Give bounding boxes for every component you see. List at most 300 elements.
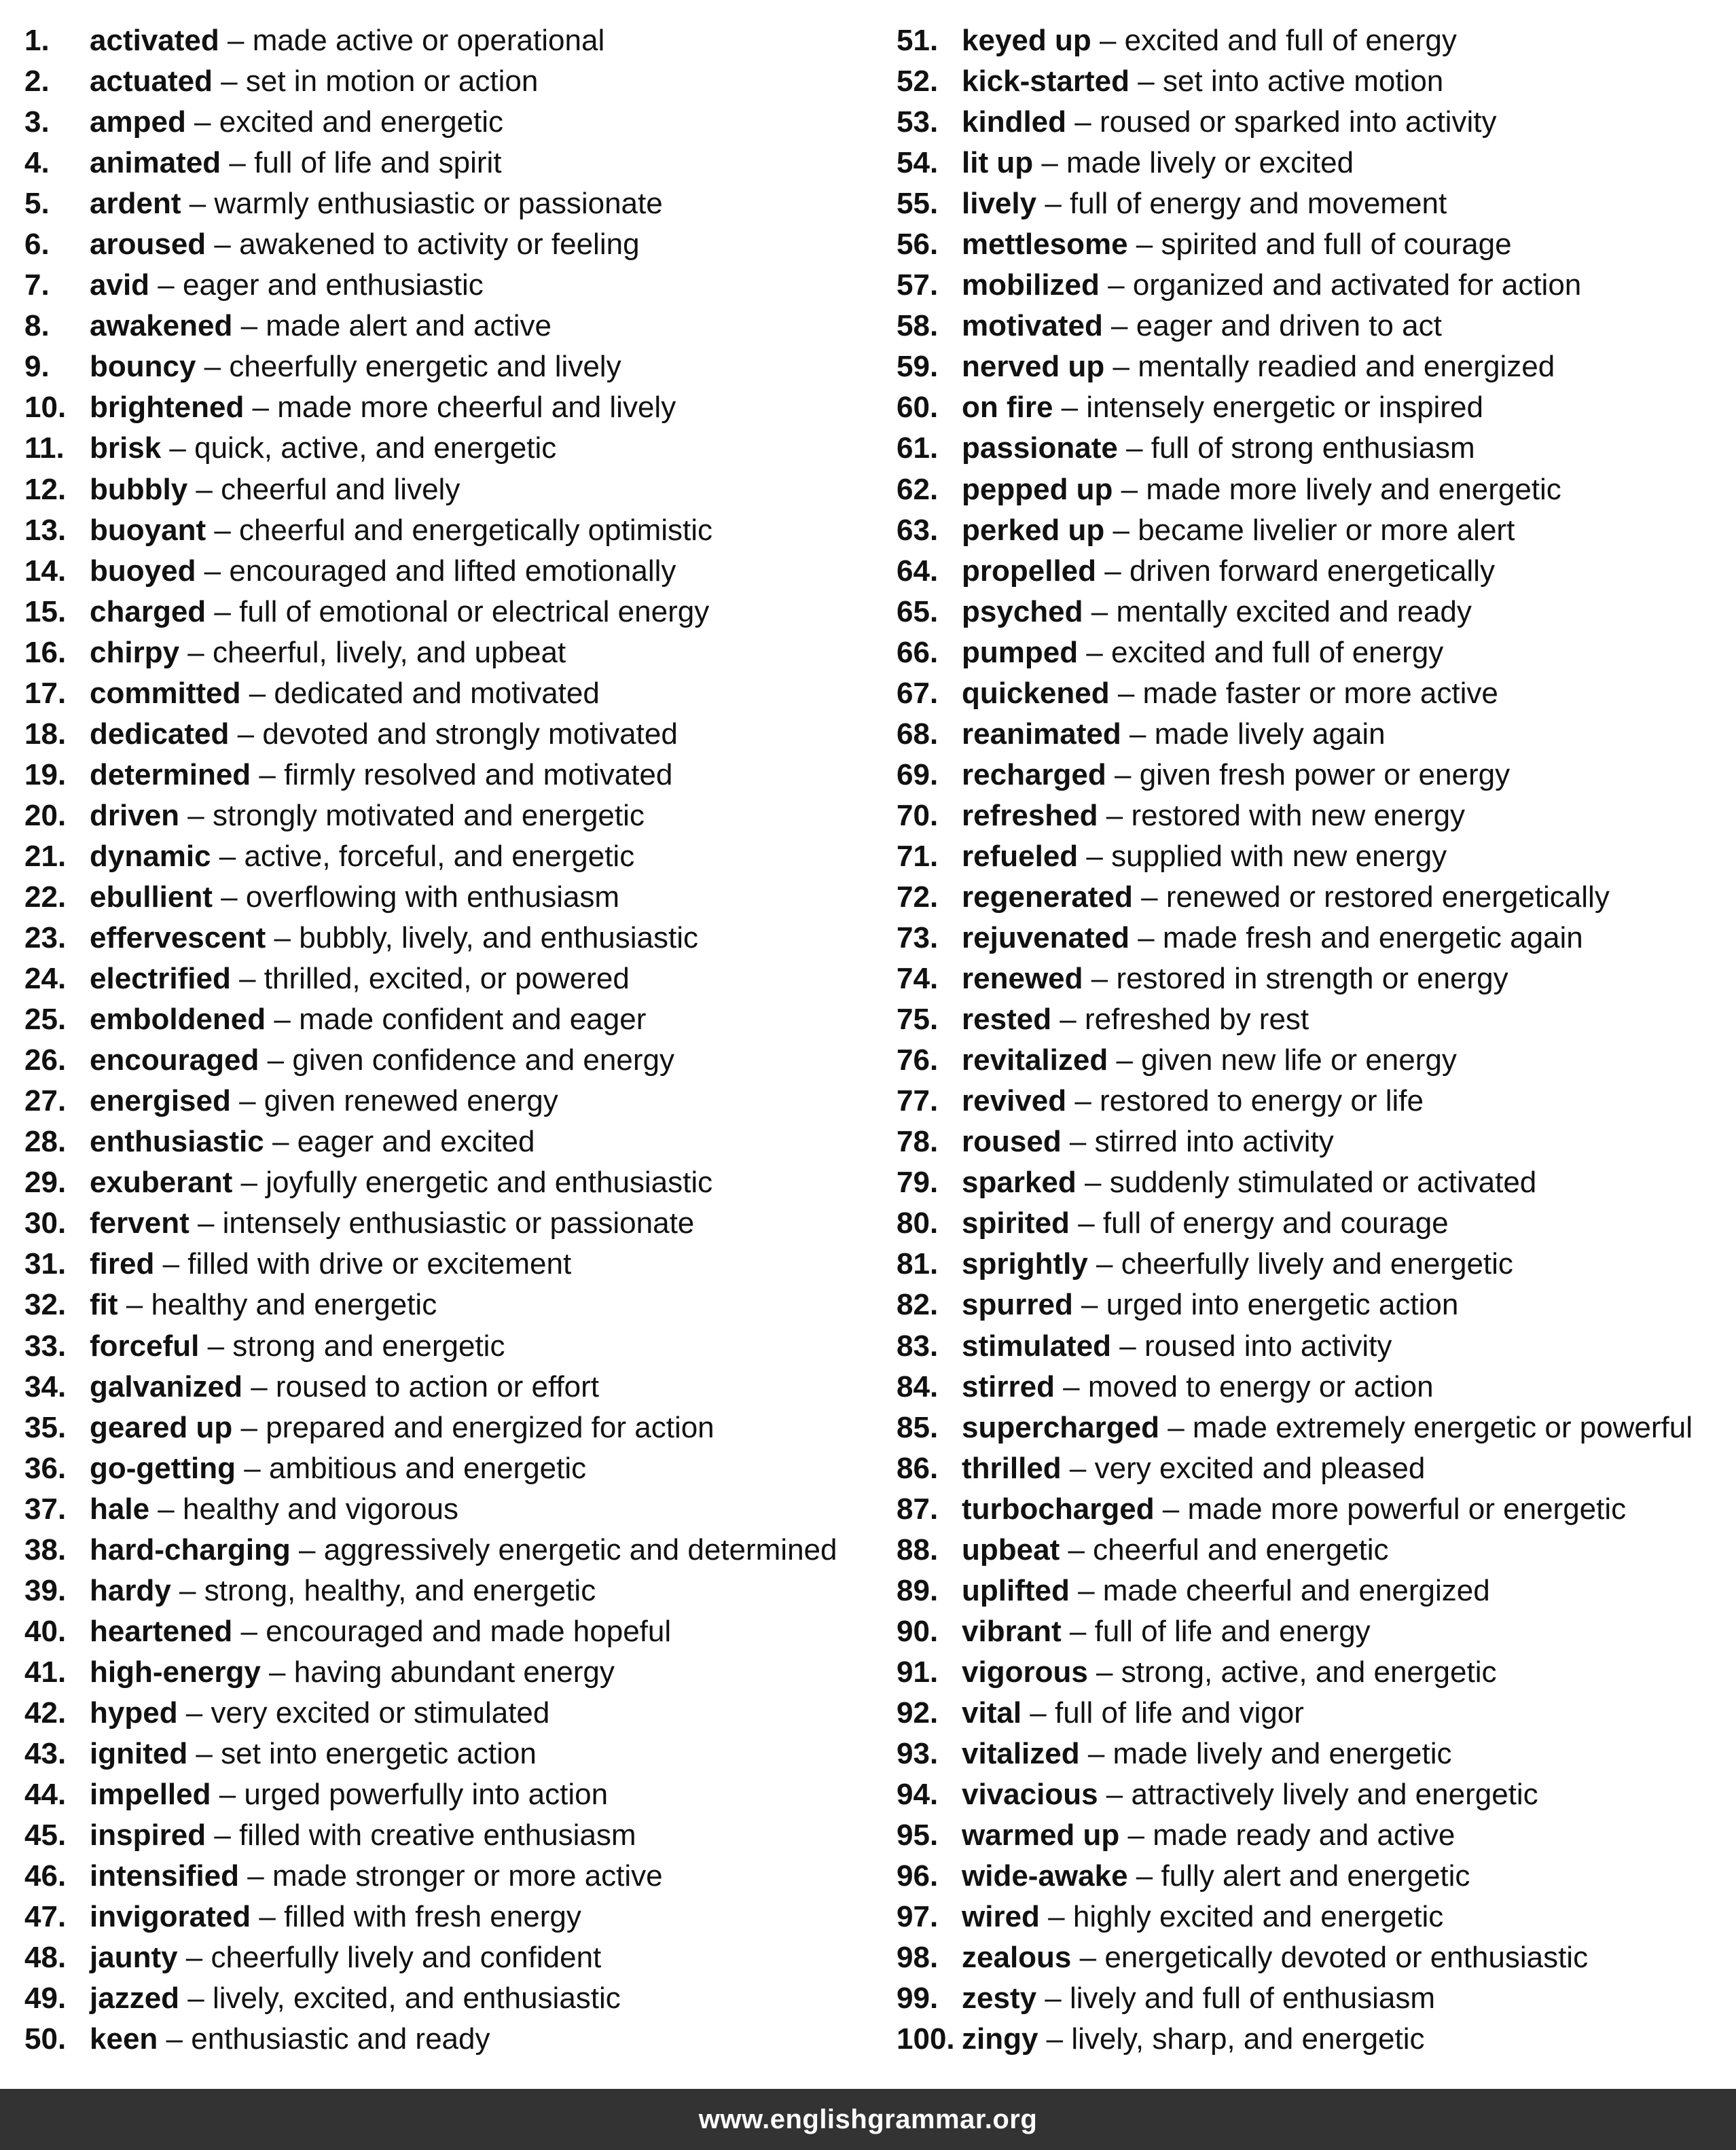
item-definition: made faster or more active: [1142, 676, 1498, 710]
left-column: [24, 20, 880, 2060]
list-item: [897, 1408, 1736, 1448]
item-separator: –: [1076, 1166, 1110, 1200]
item-text: [962, 1611, 1371, 1652]
item-separator: –: [1066, 105, 1100, 139]
item-number: 21.: [24, 839, 67, 873]
item-number: 100.: [897, 2022, 955, 2056]
item-separator: –: [1113, 472, 1146, 506]
item-number: 68.: [897, 717, 939, 751]
item-number: 6.: [24, 228, 50, 262]
item-number: 22.: [24, 880, 67, 914]
footer-url: www.englishgrammar.org: [698, 2104, 1038, 2134]
item-number: 88.: [897, 1533, 939, 1566]
item-text: [90, 1734, 537, 1774]
item-word: spurred: [962, 1288, 1073, 1322]
list-item: [897, 795, 1736, 836]
item-text: [90, 1122, 535, 1162]
item-number: 55.: [897, 187, 939, 221]
list-item: [897, 1530, 1736, 1571]
item-separator: –: [232, 1166, 266, 1200]
item-text: [90, 1081, 558, 1122]
item-text: [962, 1734, 1452, 1774]
item-number: 86.: [897, 1451, 939, 1485]
list-item: [897, 183, 1736, 224]
item-definition: encouraged and lifted emotionally: [229, 554, 676, 588]
item-separator: –: [189, 1206, 223, 1240]
item-text: [90, 877, 619, 918]
item-definition: eager and driven to act: [1136, 309, 1442, 343]
item-definition: active, forceful, and energetic: [244, 839, 635, 873]
item-number: 98.: [897, 1941, 939, 1975]
item-text: [90, 224, 640, 265]
list-item: [24, 346, 880, 387]
item-number: 23.: [24, 921, 67, 955]
item-definition: cheerful and lively: [221, 472, 460, 506]
item-number: 9.: [24, 350, 50, 384]
item-text: [90, 1611, 671, 1652]
item-separator: –: [212, 880, 246, 914]
item-text: [962, 1693, 1304, 1734]
item-separator: –: [232, 309, 266, 343]
item-definition: supplied with new energy: [1111, 839, 1447, 873]
item-separator: –: [149, 268, 183, 302]
list-item: [24, 102, 880, 143]
item-separator: –: [1159, 1410, 1193, 1444]
item-separator: –: [179, 635, 213, 669]
item-text: [90, 1448, 586, 1489]
item-definition: full of life and energy: [1094, 1614, 1371, 1648]
item-word: awakened: [90, 309, 233, 343]
item-text: [962, 1162, 1536, 1203]
item-definition: roused into activity: [1144, 1329, 1392, 1363]
item-definition: lively and full of enthusiasm: [1070, 1982, 1436, 2015]
item-number: 82.: [897, 1288, 939, 1322]
item-text: [962, 61, 1443, 102]
item-number: 14.: [24, 554, 67, 588]
item-definition: eager and excited: [297, 1125, 535, 1159]
item-text: [962, 1489, 1626, 1530]
item-word: uplifted: [962, 1573, 1070, 1607]
item-text: [90, 387, 676, 428]
item-number: 83.: [897, 1329, 939, 1363]
item-word: galvanized: [90, 1369, 242, 1403]
item-text: [962, 346, 1555, 387]
list-item: [897, 61, 1736, 102]
item-definition: intensely enthusiastic or passionate: [222, 1206, 695, 1240]
item-number: 20.: [24, 798, 67, 832]
item-separator: –: [251, 757, 285, 791]
list-item: [24, 1326, 880, 1367]
item-separator: –: [251, 1900, 285, 1934]
item-number: 46.: [24, 1859, 67, 1893]
item-definition: restored to energy or life: [1100, 1084, 1424, 1118]
item-number: 75.: [897, 1003, 939, 1037]
item-number: 78.: [897, 1125, 939, 1159]
item-word: enthusiastic: [90, 1125, 264, 1159]
item-number: 79.: [897, 1166, 939, 1200]
list-item: [24, 224, 880, 265]
item-text: [962, 1367, 1434, 1408]
item-separator: –: [219, 24, 253, 57]
item-separator: –: [230, 962, 264, 996]
item-separator: –: [185, 105, 219, 139]
item-definition: strong, active, and energetic: [1121, 1655, 1497, 1689]
item-separator: –: [206, 594, 240, 628]
item-number: 13.: [24, 513, 67, 547]
item-definition: stirred into activity: [1094, 1125, 1334, 1159]
item-number: 95.: [897, 1818, 939, 1852]
item-word: rejuvenated: [962, 921, 1129, 955]
item-separator: –: [1087, 1247, 1121, 1281]
item-number: 61.: [897, 431, 939, 465]
item-text: [90, 428, 556, 469]
item-number: 29.: [24, 1166, 67, 1200]
list-item: [897, 632, 1736, 673]
item-number: 67.: [897, 676, 939, 710]
item-separator: –: [1109, 676, 1143, 710]
item-number: 51.: [897, 24, 939, 57]
item-word: hardy: [90, 1573, 171, 1607]
item-definition: strong, healthy, and energetic: [204, 1573, 596, 1607]
item-number: 25.: [24, 1003, 67, 1037]
item-word: propelled: [962, 554, 1097, 588]
item-separator: –: [1127, 1859, 1161, 1893]
item-word: buoyant: [90, 513, 206, 547]
item-definition: set in motion or action: [245, 65, 539, 98]
item-text: [90, 1652, 615, 1693]
item-text: [90, 1162, 712, 1203]
item-number: 2.: [24, 65, 50, 98]
item-separator: –: [1053, 391, 1087, 425]
item-word: dynamic: [90, 839, 211, 873]
list-item: [897, 265, 1736, 306]
item-separator: –: [240, 676, 274, 710]
item-definition: aggressively energetic and determined: [323, 1533, 837, 1566]
item-definition: set into active motion: [1162, 65, 1444, 98]
item-text: [962, 1244, 1513, 1285]
list-item: [24, 1530, 880, 1571]
item-definition: made extremely energetic or powerful: [1192, 1410, 1693, 1444]
item-number: 91.: [897, 1655, 939, 1689]
item-definition: fully alert and energetic: [1161, 1859, 1470, 1893]
item-word: brisk: [90, 431, 162, 465]
item-separator: –: [1106, 757, 1140, 791]
item-text: [90, 1326, 505, 1367]
item-text: [90, 346, 621, 387]
item-text: [962, 20, 1457, 61]
item-text: [90, 183, 663, 224]
item-text: [90, 1978, 621, 2019]
item-text: [962, 1530, 1389, 1571]
list-item: [24, 469, 880, 510]
list-item: [897, 1815, 1736, 1856]
item-word: determined: [90, 757, 251, 791]
item-separator: –: [154, 1247, 188, 1281]
item-definition: cheerfully lively and energetic: [1121, 1247, 1513, 1281]
list-item: [897, 1203, 1736, 1244]
item-definition: roused or sparked into activity: [1099, 105, 1497, 139]
item-word: on fire: [962, 391, 1053, 425]
item-word: kindled: [962, 105, 1067, 139]
item-word: zealous: [962, 1941, 1072, 1975]
item-definition: eager and enthusiastic: [182, 268, 484, 302]
item-word: bouncy: [90, 350, 196, 384]
item-word: brightened: [90, 391, 245, 425]
item-number: 8.: [24, 309, 50, 343]
item-definition: healthy and energetic: [151, 1288, 437, 1322]
item-separator: –: [1078, 635, 1112, 669]
list-item: [24, 183, 880, 224]
item-text: [90, 1040, 674, 1081]
item-word: effervescent: [90, 921, 266, 955]
item-word: charged: [90, 594, 206, 628]
item-number: 60.: [897, 391, 939, 425]
item-number: 32.: [24, 1288, 67, 1322]
list-item: [24, 1040, 880, 1081]
list-item: [897, 1326, 1736, 1367]
item-word: vital: [962, 1696, 1022, 1730]
item-separator: –: [187, 472, 221, 506]
item-word: buoyed: [90, 554, 196, 588]
item-word: perked up: [962, 513, 1105, 547]
item-number: 70.: [897, 798, 939, 832]
item-word: amped: [90, 105, 186, 139]
list-item: [24, 1408, 880, 1448]
item-word: ardent: [90, 187, 181, 221]
item-definition: set into energetic action: [221, 1736, 537, 1770]
item-definition: moved to energy or action: [1087, 1369, 1434, 1403]
list-item: [24, 1611, 880, 1652]
list-item: [897, 224, 1736, 265]
item-word: quickened: [962, 676, 1110, 710]
word-list: [0, 20, 1736, 2065]
list-item: [897, 346, 1736, 387]
item-word: zesty: [962, 1982, 1037, 2015]
item-number: 11.: [24, 431, 65, 465]
item-word: chirpy: [90, 635, 180, 669]
item-text: [90, 306, 551, 346]
item-word: forceful: [90, 1329, 200, 1363]
item-separator: –: [199, 1329, 233, 1363]
item-text: [962, 1408, 1693, 1448]
list-item: [897, 306, 1736, 346]
item-separator: –: [212, 65, 246, 98]
item-word: turbocharged: [962, 1492, 1155, 1526]
list-item: [897, 1774, 1736, 1815]
item-number: 81.: [897, 1247, 939, 1281]
item-text: [962, 1571, 1490, 1611]
item-separator: –: [1060, 1533, 1093, 1566]
list-item: [897, 20, 1736, 61]
item-separator: –: [260, 1655, 294, 1689]
item-text: [90, 1244, 571, 1285]
item-definition: made more cheerful and lively: [277, 391, 676, 425]
item-definition: cheerful and energetically optimistic: [239, 513, 713, 547]
item-separator: –: [177, 1696, 211, 1730]
item-number: 19.: [24, 757, 67, 791]
item-definition: made lively again: [1154, 717, 1386, 751]
item-word: energised: [90, 1084, 231, 1118]
item-text: [962, 102, 1496, 143]
list-item: [24, 1652, 880, 1693]
list-item: [897, 510, 1736, 551]
item-separator: –: [1102, 309, 1136, 343]
item-separator: –: [1038, 2022, 1072, 2056]
item-word: lively: [962, 187, 1037, 221]
item-number: 26.: [24, 1043, 67, 1077]
list-item: [24, 428, 880, 469]
item-text: [962, 755, 1510, 795]
item-definition: devoted and strongly motivated: [262, 717, 678, 751]
item-definition: made stronger or more active: [272, 1859, 663, 1893]
item-separator: –: [1098, 798, 1132, 832]
item-separator: –: [211, 1778, 245, 1812]
item-number: 93.: [897, 1736, 939, 1770]
list-item: [24, 1448, 880, 1489]
item-definition: made fresh and energetic again: [1162, 921, 1583, 955]
item-separator: –: [1083, 962, 1117, 996]
item-word: geared up: [90, 1410, 233, 1444]
item-definition: joyfully energetic and enthusiastic: [266, 1166, 713, 1200]
item-separator: –: [1061, 1125, 1095, 1159]
item-text: [962, 1040, 1457, 1081]
item-word: rested: [962, 1003, 1052, 1037]
item-definition: full of energy and courage: [1102, 1206, 1449, 1240]
list-item: [897, 958, 1736, 999]
list-item: [24, 551, 880, 592]
item-separator: –: [1108, 1043, 1142, 1077]
item-definition: made active or operational: [252, 24, 605, 57]
item-word: keen: [90, 2022, 158, 2056]
item-separator: –: [290, 1533, 324, 1566]
item-number: 84.: [897, 1369, 939, 1403]
item-text: [90, 958, 630, 999]
item-separator: –: [1099, 268, 1133, 302]
item-number: 58.: [897, 309, 939, 343]
item-text: [962, 1897, 1443, 1937]
item-separator: –: [236, 1451, 269, 1485]
item-text: [90, 551, 676, 592]
list-item: [24, 1734, 880, 1774]
item-number: 56.: [897, 228, 939, 262]
list-item: [897, 1652, 1736, 1693]
item-definition: firmly resolved and motivated: [284, 757, 673, 791]
list-item: [897, 1122, 1736, 1162]
item-number: 12.: [24, 472, 67, 506]
item-word: mobilized: [962, 268, 1100, 302]
item-number: 54.: [897, 146, 939, 180]
list-item: [24, 1162, 880, 1203]
item-word: mettlesome: [962, 228, 1128, 262]
list-item: [897, 387, 1736, 428]
list-item: [897, 1897, 1736, 1937]
item-text: [962, 632, 1443, 673]
item-text: [962, 2019, 1425, 2060]
item-separator: –: [1083, 594, 1117, 628]
item-separator: –: [1061, 1451, 1095, 1485]
list-item: [24, 2019, 880, 2060]
item-separator: –: [242, 1369, 276, 1403]
list-item: [897, 1285, 1736, 1325]
item-definition: given fresh power or energy: [1139, 757, 1511, 791]
item-word: aroused: [90, 228, 206, 262]
item-number: 66.: [897, 635, 939, 669]
list-item: [24, 1285, 880, 1325]
list-item: [24, 999, 880, 1040]
list-item: [897, 877, 1736, 918]
item-word: revived: [962, 1084, 1067, 1118]
list-item: [897, 1040, 1736, 1081]
item-word: vibrant: [962, 1614, 1062, 1648]
item-number: 18.: [24, 717, 67, 751]
item-definition: overflowing with enthusiasm: [245, 880, 620, 914]
list-item: [897, 673, 1736, 714]
item-word: intensified: [90, 1859, 240, 1893]
item-word: spirited: [962, 1206, 1070, 1240]
item-number: 63.: [897, 513, 939, 547]
item-word: high-energy: [90, 1655, 261, 1689]
item-text: [962, 265, 1581, 306]
item-separator: –: [266, 921, 300, 955]
list-item: [24, 1978, 880, 2019]
item-word: sprightly: [962, 1247, 1088, 1281]
item-text: [90, 1203, 694, 1244]
list-item: [24, 958, 880, 999]
list-item: [897, 1448, 1736, 1489]
item-definition: attractively lively and energetic: [1131, 1778, 1538, 1812]
item-word: wired: [962, 1900, 1040, 1934]
item-definition: quick, active, and energetic: [194, 431, 557, 465]
item-text: [962, 1203, 1449, 1244]
item-word: fired: [90, 1247, 155, 1281]
item-separator: –: [239, 1859, 272, 1893]
item-separator: –: [179, 1982, 213, 2015]
item-number: 65.: [897, 594, 939, 628]
item-word: electrified: [90, 962, 231, 996]
item-word: inspired: [90, 1818, 206, 1852]
item-text: [90, 1367, 599, 1408]
item-number: 92.: [897, 1696, 939, 1730]
item-definition: bubbly, lively, and enthusiastic: [299, 921, 698, 955]
item-definition: warmly enthusiastic or passionate: [214, 187, 663, 221]
item-text: [962, 1326, 1392, 1367]
item-text: [90, 61, 538, 102]
item-text: [90, 469, 460, 510]
list-item: [24, 1367, 880, 1408]
item-separator: –: [1071, 1941, 1105, 1975]
item-word: fervent: [90, 1206, 189, 1240]
item-number: 4.: [24, 146, 50, 180]
item-definition: full of life and vigor: [1054, 1696, 1304, 1730]
item-definition: dedicated and motivated: [274, 676, 600, 710]
item-number: 24.: [24, 962, 67, 996]
item-number: 49.: [24, 1982, 67, 2015]
item-word: jazzed: [90, 1982, 180, 2015]
item-word: dedicated: [90, 717, 230, 751]
item-definition: urged powerfully into action: [244, 1778, 609, 1812]
list-item: [24, 143, 880, 183]
item-definition: became livelier or more alert: [1138, 513, 1515, 547]
item-definition: driven forward energetically: [1129, 554, 1495, 588]
item-separator: –: [229, 717, 263, 751]
item-separator: –: [1021, 1696, 1055, 1730]
list-item: [24, 592, 880, 632]
item-word: vigorous: [962, 1655, 1088, 1689]
item-word: impelled: [90, 1778, 211, 1812]
item-definition: mentally readied and energized: [1138, 350, 1555, 384]
item-separator: –: [1036, 1982, 1070, 2015]
item-number: 74.: [897, 962, 939, 996]
